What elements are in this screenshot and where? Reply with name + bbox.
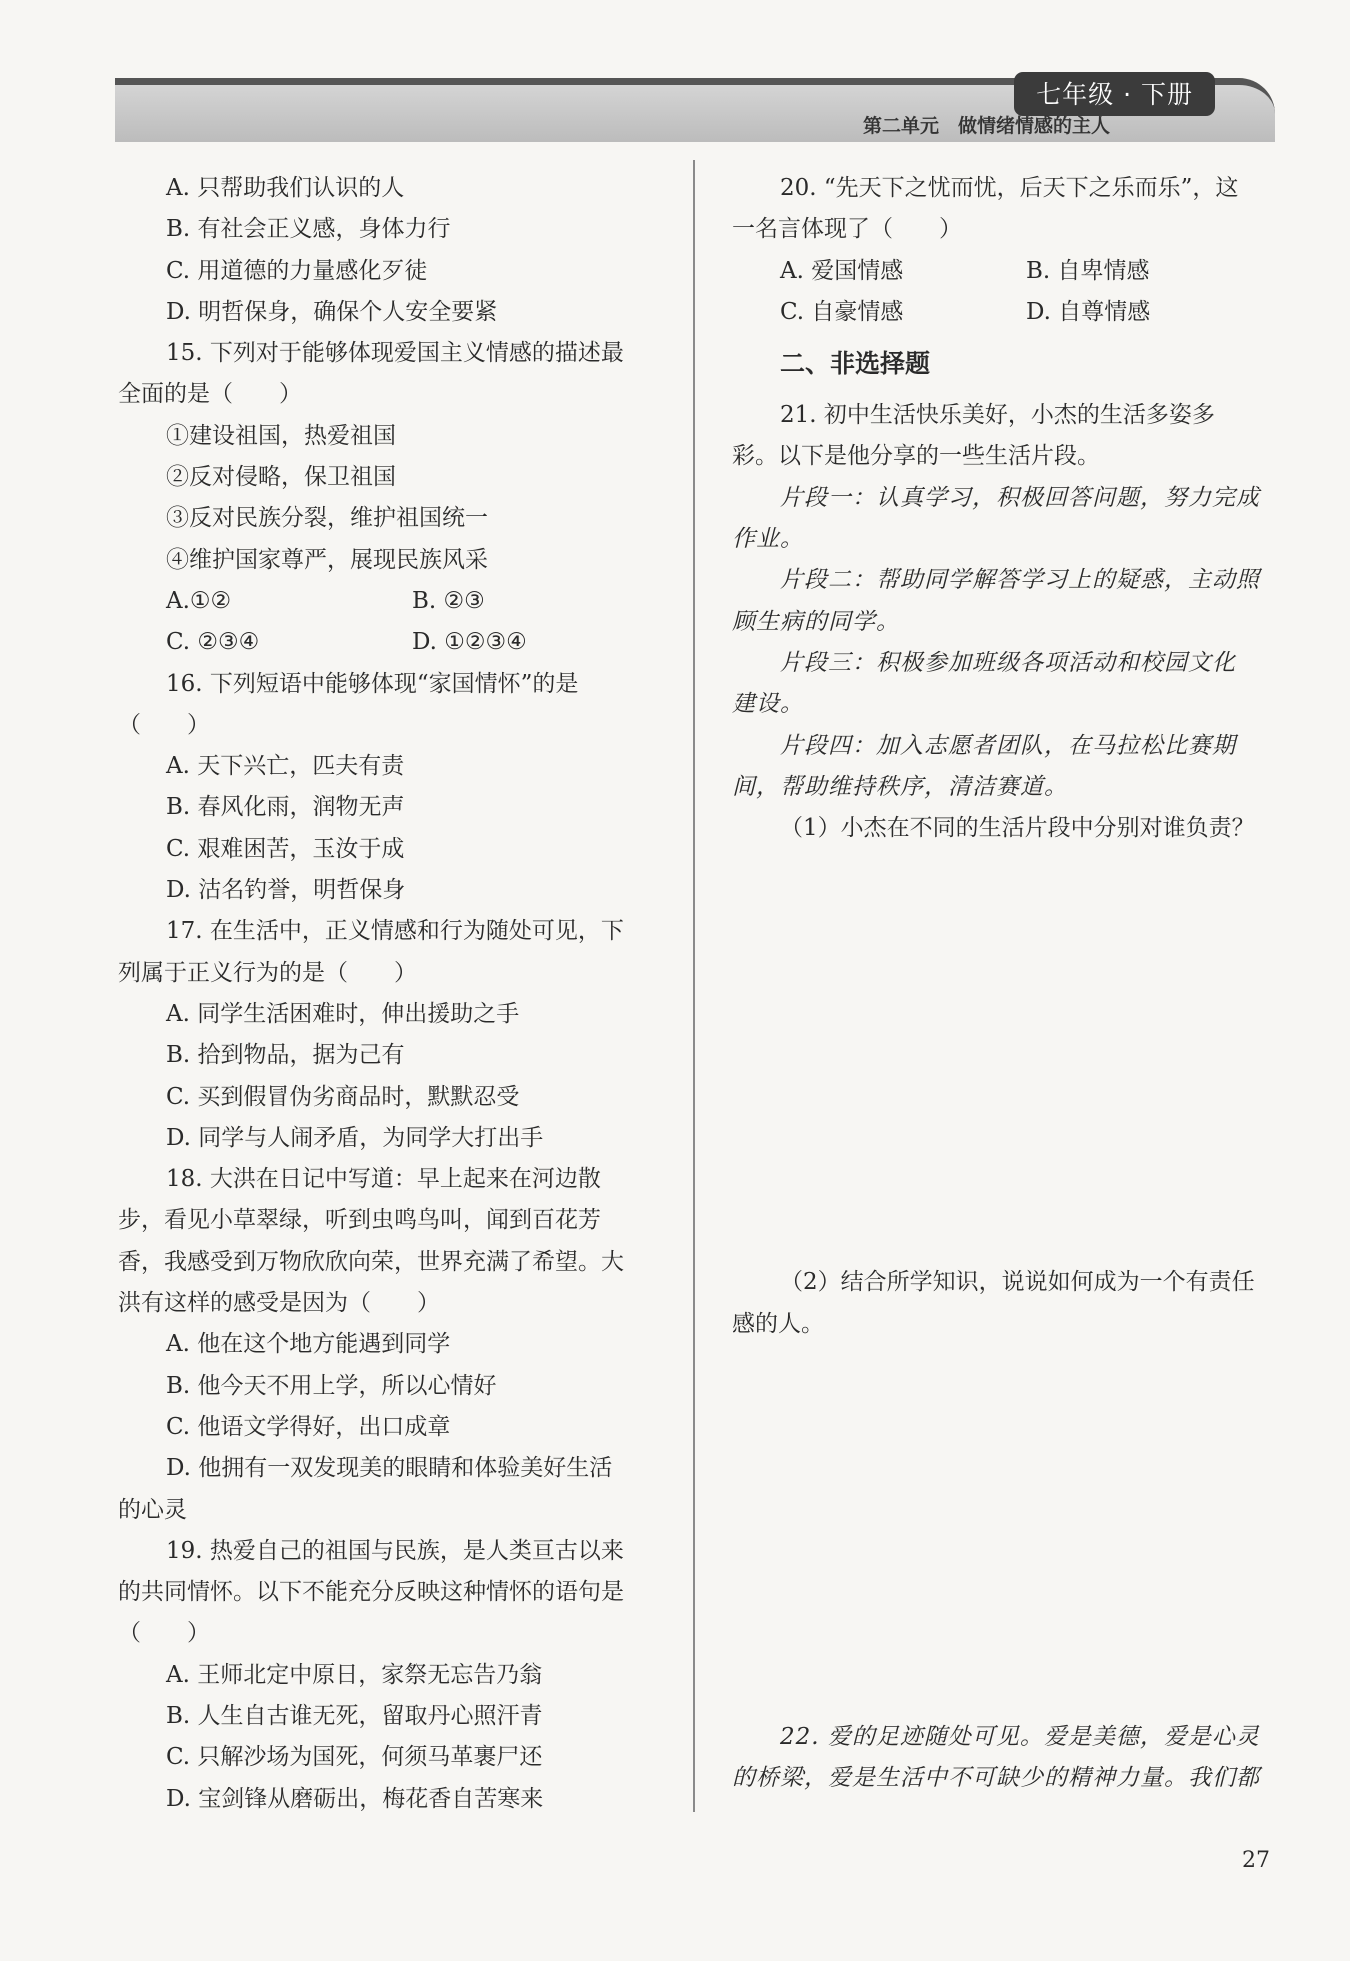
text-line: C. 用道德的力量感化歹徒 (166, 257, 428, 284)
text-line: 的心灵 (118, 1496, 187, 1523)
text-line: 感的人。 (732, 1310, 824, 1337)
text-line: A. 只帮助我们认识的人 (166, 175, 405, 201)
right-column (732, 168, 1272, 1800)
text-line: D. 宝剑锋从磨砺出，梅花香自苦寒来 (166, 1785, 544, 1812)
text-line: A. 他在这个地方能遇到同学 (166, 1331, 451, 1358)
option-a: C. 自豪情感 (780, 298, 904, 325)
text-line: D. 他拥有一双发现美的眼睛和体验美好生活 (166, 1455, 613, 1482)
text-line: 15. 下列对于能够体现爱国主义情感的描述最 (166, 340, 624, 367)
text-line: 片段四：加入志愿者团队，在马拉松比赛期 (780, 732, 1236, 759)
text-line: （ ） (118, 711, 210, 738)
text-line: A. 同学生活困难时，伸出援助之手 (166, 1000, 520, 1027)
option-a: A. 爱国情感 (780, 257, 904, 284)
text-line: C. 买到假冒伪劣商品时，默默忍受 (166, 1083, 520, 1110)
answer-space-2 (732, 1345, 1272, 1717)
text-line: 22. 爱的足迹随处可见。爱是美德，爱是心灵 (780, 1724, 1260, 1751)
text-line: A. 天下兴亡，匹夫有责 (166, 753, 405, 780)
text-line: ④维护国家尊严，展现民族风采 (166, 546, 488, 573)
option-b: D. 自尊情感 (1026, 298, 1151, 325)
text-line: 顾生病的同学。 (732, 608, 900, 635)
grade-badge: 七年级 · 下册 (1014, 72, 1215, 116)
text-line: 片段二：帮助同学解答学习上的疑惑，主动照 (780, 567, 1260, 594)
text-line: 间，帮助维持秩序，清洁赛道。 (732, 773, 1068, 800)
text-line: 建设。 (732, 691, 804, 718)
unit-title: 第二单元 做情绪情感的主人 (862, 115, 1110, 137)
text-line (118, 581, 658, 622)
option-a: A.①② (166, 587, 232, 614)
text-line: 片段三：积极参加班级各项活动和校园文化 (780, 649, 1236, 676)
text-line: C. 只解沙场为国死，何须马革裹尸还 (166, 1744, 543, 1771)
text-line: 17. 在生活中，正义情感和行为随处可见，下 (166, 918, 624, 945)
text-line: B. 人生自古谁无死，留取丹心照汗青 (166, 1702, 543, 1729)
text-line: 洪有这样的感受是因为（ ） (118, 1290, 440, 1317)
text-line: D. 同学与人闹矛盾，为同学大打出手 (166, 1124, 544, 1151)
question-21 (732, 395, 1272, 849)
page-header (115, 78, 1275, 142)
question-20 (732, 168, 1272, 333)
question-21-part-2 (732, 1262, 1272, 1345)
option-b: B. ②③ (412, 587, 485, 614)
text-line: 21. 初中生活快乐美好，小杰的生活多姿多 (780, 402, 1215, 429)
text-line: ③反对民族分裂，维护祖国统一 (166, 505, 488, 532)
text-line (118, 622, 658, 663)
column-divider (693, 160, 695, 1812)
text-line: C. 他语文学得好，出口成章 (166, 1413, 451, 1440)
text-line: （2）结合所学知识，说说如何成为一个有责任 (780, 1269, 1255, 1296)
text-line: 20. “先天下之忧而忧，后天下之乐而乐”，这 (780, 175, 1239, 201)
text-line: （1）小杰在不同的生活片段中分别对谁负责？ (780, 815, 1255, 842)
text-line: 18. 大洪在日记中写道：早上起来在河边散 (166, 1166, 601, 1193)
text-line: 列属于正义行为的是（ ） (118, 959, 417, 986)
page-number: 27 (1242, 1848, 1270, 1873)
text-line: B. 拾到物品，据为己有 (166, 1042, 405, 1069)
left-column (118, 168, 658, 1820)
option-b: B. 自卑情感 (1026, 257, 1150, 284)
text-line (732, 292, 1272, 333)
text-line: 的桥梁，爱是生活中不可缺少的精神力量。我们都 (732, 1765, 1260, 1792)
section-heading: 二、非选择题 (780, 349, 931, 379)
text-line: D. 明哲保身，确保个人安全要紧 (166, 298, 498, 325)
text-line: A. 王师北定中原日，家祭无忘告乃翁 (166, 1661, 543, 1688)
text-line: 作业。 (732, 526, 804, 553)
text-line: 彩。以下是他分享的一些生活片段。 (732, 443, 1100, 470)
option-b: D. ①②③④ (412, 629, 527, 656)
question-22 (732, 1717, 1272, 1800)
text-line: （ ） (118, 1620, 210, 1647)
text-line: 19. 热爱自己的祖国与民族，是人类亘古以来 (166, 1537, 624, 1564)
text-line: 一名言体现了（ ） (732, 216, 962, 243)
text-line: B. 春风化雨，润物无声 (166, 794, 405, 821)
option-a: C. ②③④ (166, 629, 260, 656)
text-line: ②反对侵略，保卫祖国 (166, 464, 396, 491)
text-line: 全面的是（ ） (118, 381, 302, 408)
answer-space-1 (732, 849, 1272, 1262)
text-line: 片段一：认真学习，积极回答问题，努力完成 (780, 484, 1260, 511)
text-line: 的共同情怀。以下不能充分反映这种情怀的语句是 (118, 1579, 624, 1606)
text-line: 香，我感受到万物欣欣向荣，世界充满了希望。大 (118, 1248, 624, 1275)
text-line: 步，看见小草翠绿，听到虫鸣鸟叫，闻到百花芳 (118, 1207, 601, 1234)
text-line: ①建设祖国，热爱祖国 (166, 422, 396, 449)
text-line: D. 沽名钓誉，明哲保身 (166, 877, 406, 904)
text-line: 16. 下列短语中能够体现“家国情怀”的是 (166, 670, 579, 697)
text-line: B. 他今天不用上学，所以心情好 (166, 1372, 497, 1399)
text-line: B. 有社会正义感，身体力行 (166, 216, 451, 243)
text-line: C. 艰难困苦，玉汝于成 (166, 835, 405, 862)
text-line (732, 251, 1272, 292)
